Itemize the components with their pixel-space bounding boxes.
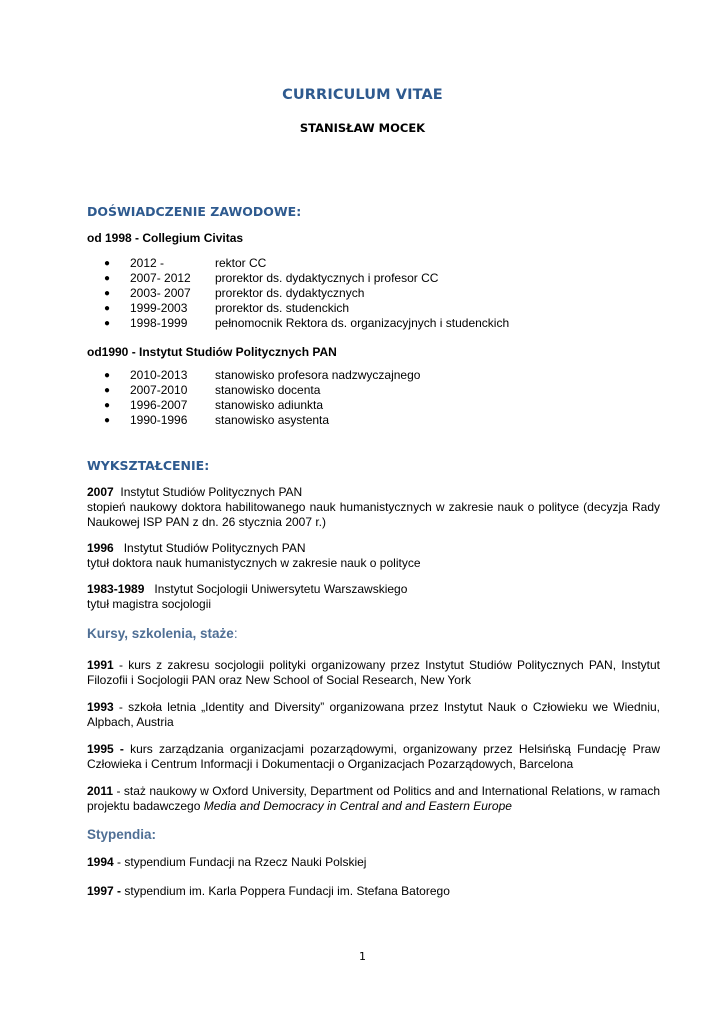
position-role: prorektor ds. studenckich bbox=[215, 301, 350, 315]
scholarship-text: stypendium im. Karla Poppera Fundacji im. Stefana Batorego bbox=[121, 884, 450, 898]
position-role: stanowisko asystenta bbox=[215, 413, 330, 427]
education-institution: Instytut Studiów Politycznych PAN bbox=[120, 485, 303, 499]
scholarship-entry bbox=[87, 855, 660, 870]
position-role: stanowisko docenta bbox=[215, 383, 321, 397]
position-role: prorektor ds. dydaktycznych i profesor CC bbox=[215, 271, 439, 285]
education-detail: tytuł doktora nauk humanistycznych w zakresie nauk o polityce bbox=[87, 556, 421, 570]
position-role: stanowisko profesora nadzwyczajnego bbox=[215, 368, 421, 382]
education-line bbox=[87, 541, 660, 556]
position-years: 1999-2003 bbox=[130, 301, 188, 315]
position-years: 2003- 2007 bbox=[130, 286, 191, 300]
bullet-icon: ● bbox=[104, 385, 111, 396]
course-entry bbox=[87, 700, 660, 730]
course-text: - staż naukowy w Oxford University, Department od Politics and and International Relations, w ramach projektu badawczego bbox=[87, 784, 660, 813]
scholarship-text: - stypendium Fundacji na Rzecz Nauki Polskiej bbox=[113, 855, 367, 869]
course-entry bbox=[87, 742, 660, 772]
employer-collegium-civitas: od 1998 - Collegium Civitas bbox=[87, 231, 244, 245]
position-role: rektor CC bbox=[215, 256, 267, 270]
position-years: 2007- 2012 bbox=[130, 271, 191, 285]
person-name: STANISŁAW MOCEK bbox=[299, 121, 426, 135]
position-role: stanowisko adiunkta bbox=[215, 398, 324, 412]
course-text: - szkoła letnia „Identity and Diversity” organizowana przez Instytut Nauk o Człowieku we Wiedniu, Alpbach, Austria bbox=[87, 700, 660, 729]
education-line bbox=[87, 485, 660, 500]
position-role: pełnomocnik Rektora ds. organizacyjnych i studenckich bbox=[215, 316, 510, 330]
education-detail: stopień naukowy doktora habilitowanego nauk humanistycznych w zakresie nauk o polityce (decyzja Rady Naukowej ISP PAN z dn. 26 stycznia 2007 r.) bbox=[87, 500, 660, 529]
bullet-icon: ● bbox=[104, 273, 111, 284]
education-year: 1996 bbox=[87, 541, 114, 555]
courses-heading-text: Kursy, szkolenia, staże bbox=[87, 626, 234, 641]
education-year: 2007 bbox=[87, 485, 114, 499]
bullet-icon: ● bbox=[104, 303, 111, 314]
bullet-icon: ● bbox=[104, 258, 111, 269]
position-role: prorektor ds. dydaktycznych bbox=[215, 286, 365, 300]
education-entry bbox=[87, 485, 660, 530]
position-years: 1998-1999 bbox=[130, 316, 188, 330]
course-year: 2011 bbox=[87, 784, 114, 798]
position-years: 2012 - bbox=[130, 256, 165, 270]
education-detail: tytuł magistra socjologii bbox=[87, 597, 212, 611]
experience-heading: DOŚWIADCZENIE ZAWODOWE: bbox=[87, 204, 302, 219]
position-years: 1996-2007 bbox=[130, 398, 188, 412]
bullet-icon: ● bbox=[104, 318, 111, 329]
education-year: 1983-1989 bbox=[87, 582, 145, 596]
education-heading: WYKSZTAŁCENIE: bbox=[87, 458, 210, 473]
bullet-icon: ● bbox=[104, 400, 111, 411]
scholarship-entry bbox=[87, 884, 660, 899]
courses-heading-colon: : bbox=[233, 626, 238, 641]
page-number: 1 bbox=[359, 950, 366, 963]
document-title: CURRICULUM VITAE bbox=[282, 87, 443, 103]
position-years: 1990-1996 bbox=[130, 413, 188, 427]
education-entry bbox=[87, 541, 660, 571]
scholarship-year: 1997 - bbox=[87, 884, 122, 898]
course-text: kurs zarządzania organizacjami pozarządowymi, organizowany przez Helsińską Fundację Praw Człowieka i Centrum Informacji i Dokumentacji o Organizacjach Pozarządowych, Barcelona bbox=[87, 742, 660, 771]
course-text: - kurs z zakresu socjologii polityki organizowany przez Instytut Studiów Politycznych PAN, Instytut Filozofii i Socjologii PAN oraz New School of Social Research, New York bbox=[87, 658, 660, 687]
education-line bbox=[87, 582, 660, 597]
bullet-icon: ● bbox=[104, 288, 111, 299]
course-entry bbox=[87, 784, 660, 814]
scholarships-heading: Stypendia: bbox=[87, 827, 157, 842]
courses-heading bbox=[87, 626, 238, 641]
course-year: 1993 bbox=[87, 700, 114, 714]
education-institution: Instytut Studiów Politycznych PAN bbox=[123, 541, 306, 555]
position-years: 2010-2013 bbox=[130, 368, 188, 382]
scholarship-year: 1994 bbox=[87, 855, 114, 869]
course-year: 1991 bbox=[87, 658, 114, 672]
bullet-icon: ● bbox=[104, 370, 111, 381]
education-institution: Instytut Socjologii Uniwersytetu Warszawskiego bbox=[154, 582, 408, 596]
course-year: 1995 - bbox=[87, 742, 124, 756]
course-entry bbox=[87, 658, 660, 688]
bullet-icon: ● bbox=[104, 415, 111, 426]
education-entry bbox=[87, 582, 660, 612]
position-years: 2007-2010 bbox=[130, 383, 188, 397]
course-project-title: Media and Democracy in Central and and Eastern Europe bbox=[203, 799, 512, 813]
employer-isp-pan: od1990 - Instytut Studiów Politycznych PAN bbox=[87, 345, 337, 359]
